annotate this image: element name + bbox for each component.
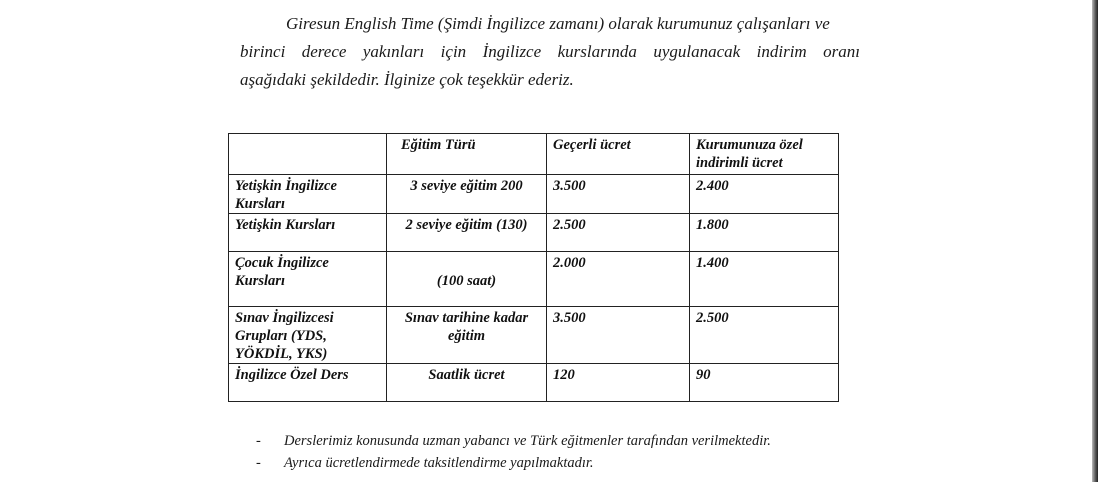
discounted-price: 1.400: [690, 252, 839, 307]
current-price: 3.500: [547, 175, 690, 214]
scan-edge: [1092, 0, 1098, 482]
current-price: 2.000: [547, 252, 690, 307]
course-name: Sınav İngilizcesi Grupları (YDS, YÖKDİL, YKS): [229, 307, 387, 364]
table-row: [229, 252, 839, 307]
intro-line-2: birinci derece yakınları için İngilizce kurslarında uygulanacak indirim oranı: [240, 42, 860, 61]
header-current-price: Geçerli ücret: [547, 134, 690, 175]
discounted-price: 1.800: [690, 214, 839, 252]
price-table: [228, 133, 839, 402]
table-row: [229, 307, 839, 364]
discounted-price: 2.500: [690, 307, 839, 364]
discounted-price: 90: [690, 364, 839, 402]
notes-list: [256, 430, 771, 474]
bullet-dash: -: [256, 455, 261, 471]
current-price: 2.500: [547, 214, 690, 252]
intro-paragraph: [240, 10, 860, 94]
course-name: İngilizce Özel Ders: [229, 364, 387, 402]
discounted-price: 2.400: [690, 175, 839, 214]
training-type: 3 seviye eğitim 200: [387, 175, 547, 214]
intro-line-3: aşağıdaki şekildedir. İlginize çok teşekkür ederiz.: [240, 70, 574, 89]
list-item: [256, 452, 771, 474]
current-price: 120: [547, 364, 690, 402]
header-discounted-price: Kurumunuza özel indirimli ücret: [690, 134, 839, 175]
intro-line-1: Giresun English Time (Şimdi İngilizce zamanı) olarak kurumunuz çalışanları ve: [286, 14, 830, 33]
training-type: Saatlik ücret: [387, 364, 547, 402]
bullet-dash: -: [256, 433, 261, 449]
training-type: 2 seviye eğitim (130): [387, 214, 547, 252]
table-row: [229, 175, 839, 214]
list-item: [256, 430, 771, 452]
table-row: [229, 364, 839, 402]
header-empty: [229, 134, 387, 175]
course-name: Çocuk İngilizce Kursları: [229, 252, 387, 307]
current-price: 3.500: [547, 307, 690, 364]
course-name: Yetişkin Kursları: [229, 214, 387, 252]
table-row: [229, 214, 839, 252]
course-name: Yetişkin İngilizce Kursları: [229, 175, 387, 214]
note-text: Ayrıca ücretlendirmede taksitlendirme yapılmaktadır.: [284, 455, 594, 471]
table-header-row: [229, 134, 839, 175]
note-text: Derslerimiz konusunda uzman yabancı ve Türk eğitmenler tarafından verilmektedir.: [284, 433, 771, 449]
training-type: Sınav tarihine kadar eğitim: [387, 307, 547, 364]
header-training-type: Eğitim Türü: [387, 134, 547, 175]
training-type: (100 saat): [387, 252, 547, 307]
